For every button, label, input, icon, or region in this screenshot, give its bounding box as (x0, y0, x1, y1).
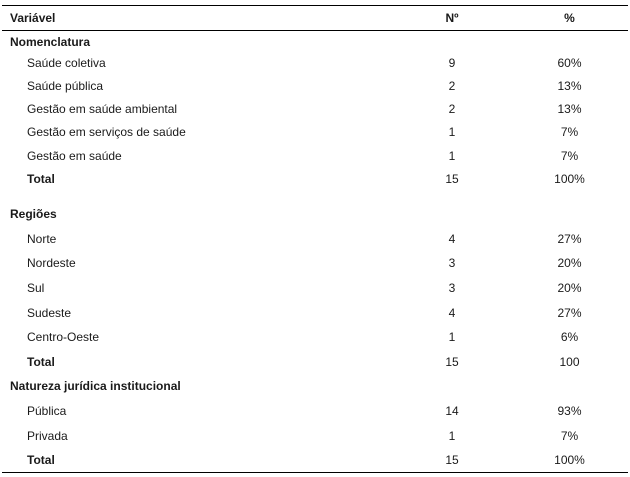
row-label: Norte (27, 232, 57, 246)
total-label: Total (27, 172, 55, 186)
table-row (2, 146, 628, 166)
row-pct: 27% (557, 306, 582, 320)
section-title-row (2, 204, 628, 224)
total-row (2, 352, 628, 372)
row-n: 1 (448, 125, 456, 139)
table-row (2, 229, 628, 249)
row-pct: 6% (560, 330, 579, 344)
row-label: Nordeste (27, 256, 76, 270)
row-n: 9 (448, 56, 456, 70)
row-label: Saúde pública (27, 79, 104, 93)
total-label: Total (27, 355, 55, 369)
row-n: 2 (448, 102, 456, 116)
row-n: 1 (448, 429, 456, 443)
table-row (2, 327, 628, 347)
row-label: Sul (27, 281, 45, 295)
table-row (2, 278, 628, 298)
row-label: Privada (27, 429, 68, 443)
section-title: Nomenclatura (10, 35, 91, 49)
table-row (2, 426, 628, 446)
row-pct: 13% (557, 79, 582, 93)
table-header-rule (2, 30, 628, 31)
total-label: Total (27, 453, 55, 467)
table-row (2, 253, 628, 273)
row-n: 3 (448, 256, 456, 270)
row-n: 1 (448, 149, 456, 163)
table-row (2, 122, 628, 142)
table-top-rule (2, 5, 628, 6)
row-pct: 7% (560, 149, 579, 163)
total-pct: 100% (554, 453, 585, 467)
row-n: 4 (448, 306, 456, 320)
row-n: 3 (448, 281, 456, 295)
header-variable: Variável (10, 11, 56, 25)
row-label: Sudeste (27, 306, 72, 320)
row-pct: 20% (557, 281, 582, 295)
total-pct: 100% (554, 172, 585, 186)
row-label: Pública (27, 404, 67, 418)
row-n: 2 (448, 79, 456, 93)
total-pct: 100 (559, 355, 580, 369)
total-row (2, 450, 628, 470)
row-n: 1 (448, 330, 456, 344)
section-title-row (2, 32, 628, 52)
total-n: 15 (445, 172, 459, 186)
section-title: Regiões (10, 207, 57, 221)
section-title: Natureza jurídica institucional (10, 379, 181, 393)
row-label: Gestão em saúde (27, 149, 122, 163)
row-label: Centro-Oeste (27, 330, 100, 344)
row-label: Gestão em serviços de saúde (27, 125, 186, 139)
row-n: 14 (445, 404, 459, 418)
table-row (2, 76, 628, 96)
row-pct: 7% (560, 125, 579, 139)
section-title-row (2, 376, 628, 396)
total-row (2, 169, 628, 189)
row-label: Gestão em saúde ambiental (27, 102, 178, 116)
table-row (2, 303, 628, 323)
header-n: Nº (445, 11, 459, 25)
total-n: 15 (445, 453, 459, 467)
table-row (2, 53, 628, 73)
row-n: 4 (448, 232, 456, 246)
row-pct: 27% (557, 232, 582, 246)
table-row (2, 401, 628, 421)
row-pct: 60% (557, 56, 582, 70)
table-header-row (2, 8, 628, 28)
total-n: 15 (445, 355, 459, 369)
header-pct: % (564, 11, 575, 25)
table-row (2, 99, 628, 119)
row-pct: 93% (557, 404, 582, 418)
row-pct: 7% (560, 429, 579, 443)
row-pct: 13% (557, 102, 582, 116)
table-bottom-rule (2, 472, 628, 473)
row-pct: 20% (557, 256, 582, 270)
row-label: Saúde coletiva (27, 56, 106, 70)
